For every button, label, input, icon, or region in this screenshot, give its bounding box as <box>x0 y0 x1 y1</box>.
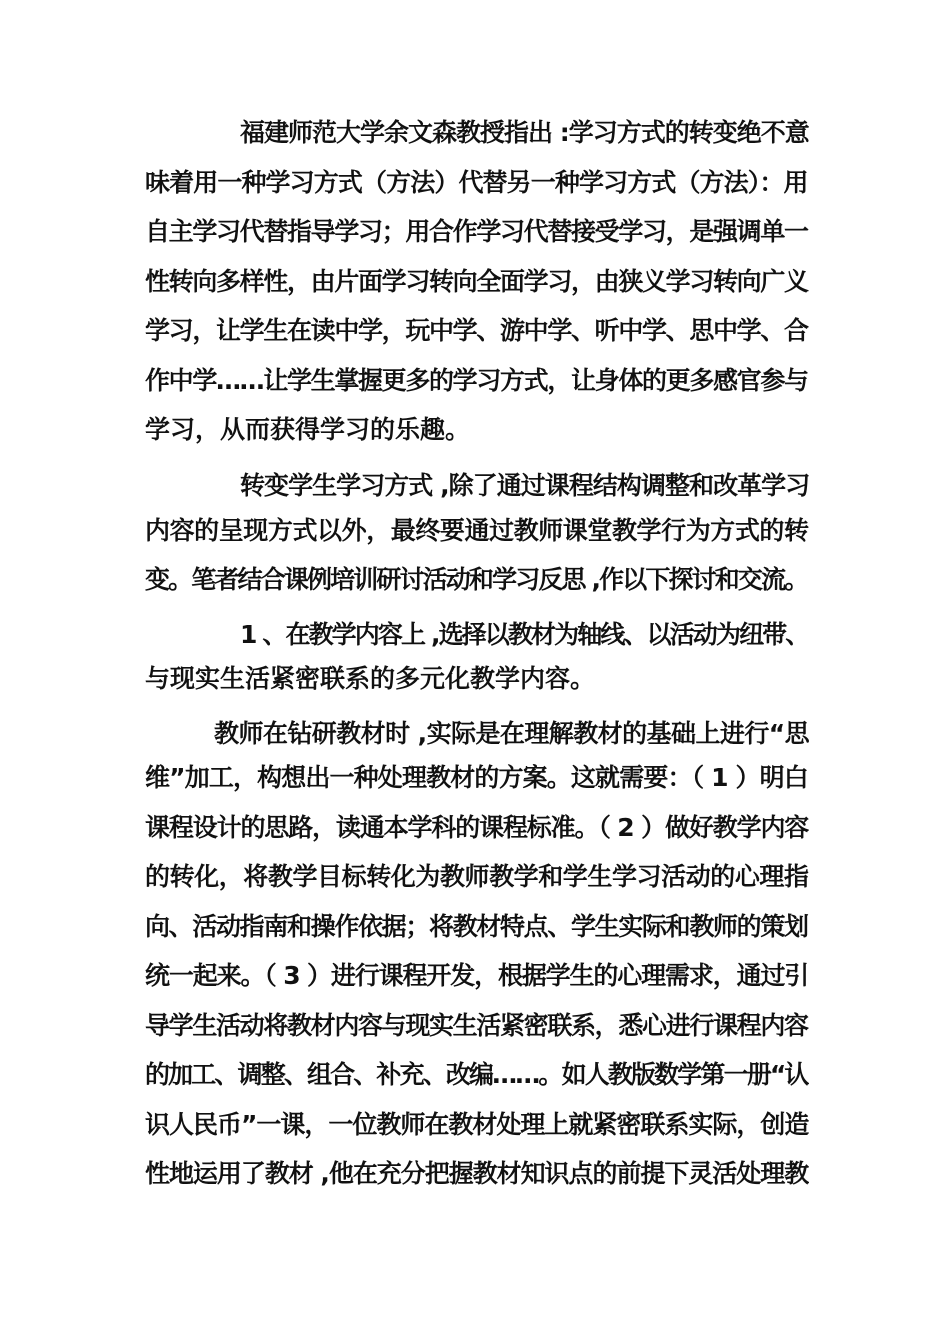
section-1-heading-line-2: 与现实生活紧密联系的多元化教学内容。 <box>145 664 596 693</box>
paragraph-4-line-3: 课程设计的思路，读通本学科的课程标准。（ 2 ）做好教学内容 <box>145 813 809 842</box>
paragraph-4-line-9: 识人民币”一课，一位教师在教材处理上就紧密联系实际，创造 <box>145 1110 809 1139</box>
section-1-heading-line-1: 1 、在教学内容上 ,选择以教材为轴线、以活动为纽带、 <box>240 620 809 649</box>
paragraph-1-line-3: 自主学习代替指导学习；用合作学习代替接受学习，是强调单一 <box>145 217 808 246</box>
paragraph-4-line-2: 维”加工，构想出一种处理教材的方案。这就需要：（ 1 ）明白 <box>145 763 808 792</box>
paragraph-4-line-1: 教师在钻研教材时 ,实际是在理解教材的基础上进行“思 <box>214 719 810 748</box>
paragraph-4-line-8: 的加工、调整、组合、补充、改编……。如人教版数学第一册“认 <box>145 1060 808 1089</box>
paragraph-1-line-1: 福建师范大学余文森教授指出 :学习方式的转变绝不意 <box>240 118 809 147</box>
paragraph-4-line-5: 向、活动指南和操作依据；将教材特点、学生实际和教师的策划 <box>145 912 808 941</box>
paragraph-4-line-10: 性地运用了教材 ,他在充分把握教材知识点的前提下灵活处理教 <box>145 1159 809 1188</box>
paragraph-1-line-7: 学习，从而获得学习的乐趣。 <box>145 415 471 444</box>
paragraph-4-line-4: 的转化，将教学目标转化为教师教学和学生学习活动的心理指 <box>145 862 809 891</box>
paragraph-4-line-6: 统一起来。（ 3 ）进行课程开发，根据学生的心理需求，通过引 <box>145 961 809 990</box>
paragraph-2-line-2: 内容的呈现方式以外，最终要通过教师课堂教学行为方式的转 <box>145 516 809 545</box>
paragraph-2-line-1: 转变学生学习方式 ,除了通过课程结构调整和改革学习 <box>240 471 810 500</box>
paragraph-1-line-6: 作中学……让学生掌握更多的学习方式，让身体的更多感官参与 <box>145 366 808 395</box>
paragraph-1-line-5: 学习，让学生在读中学，玩中学、游中学、听中学、思中学、合 <box>145 316 808 345</box>
paragraph-2-line-3: 变。笔者结合课例培训研讨活动和学习反思 ,作以下探讨和交流。 <box>145 565 808 594</box>
paragraph-1-line-2: 味着用一种学习方式（方法）代替另一种学习方式（方法）：用 <box>145 168 808 197</box>
paragraph-1-line-4: 性转向多样性，由片面学习转向全面学习，由狭义学习转向广义 <box>145 267 808 296</box>
paragraph-4-line-7: 导学生活动将教材内容与现实生活紧密联系，悉心进行课程内容 <box>145 1011 808 1040</box>
